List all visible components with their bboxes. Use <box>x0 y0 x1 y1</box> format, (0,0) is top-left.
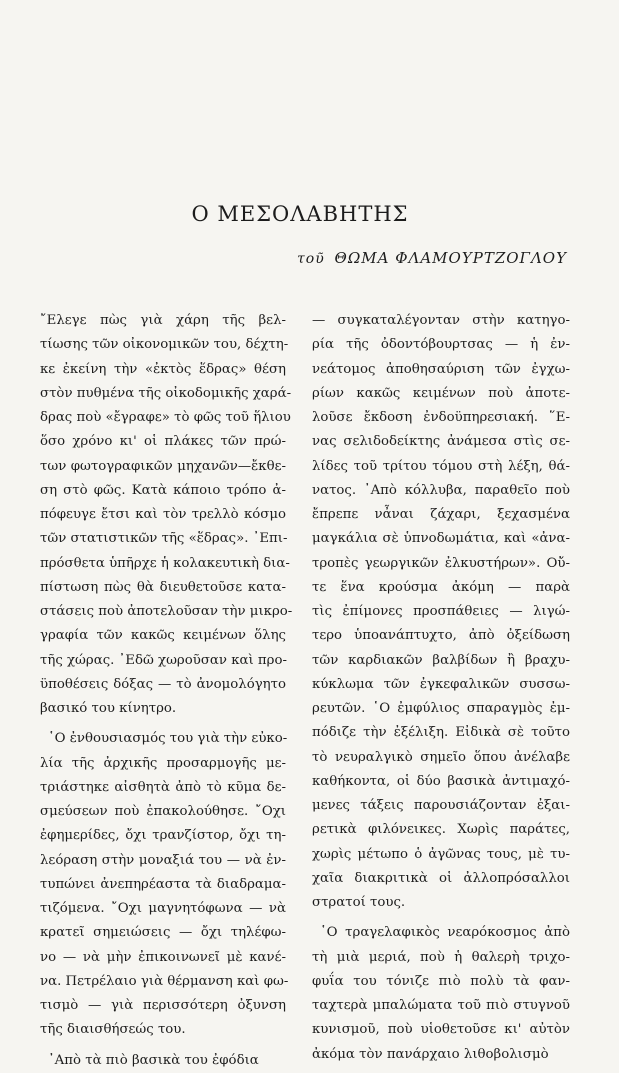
text-line: ρία τῆς ὀδοντόβουρτσας — ἡ ἐν- <box>312 337 570 353</box>
text-line: τῆς χώρας. ᾿Εδῶ χωροῦσαν καὶ προ- <box>40 652 287 668</box>
text-line: κρατεῖ σημειώσεις — ὄχι τηλέφω- <box>40 925 286 941</box>
text-line: χαῖα διακριτικὰ οἱ ἀλλοπρόσαλλοι <box>312 870 570 886</box>
text-line: πόφευγε ἔτσι καὶ τὸν τρελλὸ κόσμο <box>40 507 286 522</box>
text-line: τριάστηκε αἰσθητὰ ἀπὸ τὸ κῦμα δε- <box>40 779 286 795</box>
text-line: τυπώνει ἀνεπηρέαστα τὰ διαδραμα- <box>40 876 286 892</box>
text-line: λοῦσε ἔκδοση ἐνδοϋπηρεσιακή. ῞Ε- <box>312 410 570 425</box>
text-line: στάσεις ποὺ ἀποτελοῦσαν τὴν μικρο- <box>40 604 293 619</box>
text-line: ση στὸ φῶς. Κατὰ κάποιο τρόπο ἀ- <box>40 482 286 498</box>
text-line: δρας ποὺ «ἔγραφε» τὸ φῶς τοῦ ἥλιου <box>40 410 291 425</box>
text-line: τὶς ἐπίμονες προσπάθειες — λιγώ- <box>312 604 570 619</box>
byline-prefix: τοῦ <box>297 251 325 267</box>
text-line: τε ἕνα κρούσμα ἀκόμη — παρὰ <box>312 579 570 595</box>
text-line: νεάτομος ἀποθησαύριση τῶν ἐγχω- <box>312 361 570 377</box>
right-column <box>312 309 570 1067</box>
left-column <box>40 309 293 1073</box>
text-line: καθήκοντα, οἱ δύο βασικὰ ἀντιμαχό- <box>312 773 570 789</box>
text-line: των φωτογραφικῶν μηχανῶν—ἔκθε- <box>40 458 286 474</box>
text-line: ᾿Απὸ τὰ πιὸ βασικὰ του ἐφόδια <box>48 1052 259 1068</box>
text-line: βασικό του κίνητρο. <box>40 701 177 716</box>
text-line: στρατοί τους. <box>312 895 406 910</box>
text-line: ὅσο χρόνο κι' οἱ πλάκες τῶν πρώ- <box>40 434 286 450</box>
text-line: λεόραση στὴν μοναξιά του — νὰ ἐν- <box>40 852 286 868</box>
text-line: πίστωση πὼς θὰ διευθετοῦσε κατα- <box>40 579 286 595</box>
text-line: ϋποθέσεις δόξας — τὸ ἀνομολόγητο <box>40 676 286 692</box>
text-line: τιζόμενα. ῎Οχι μαγνητόφωνα — νὰ <box>40 901 286 916</box>
text-line: ῾Ο ἐνθουσιασμός του γιὰ τὴν εὐκο- <box>48 731 288 747</box>
text-line: λία τῆς ἀρχικῆς προσαρμογῆς με- <box>40 755 286 771</box>
text-line: νο — νὰ μὴν ἐπικοινωνεῖ μὲ κανέ- <box>40 949 286 965</box>
text-line: ρίων κακῶς κειμένων ποὺ ἀποτε- <box>312 385 570 401</box>
text-line: τῶν καρδιακῶν βαλβίδων ἢ βραχυ- <box>312 652 570 668</box>
text-line: φυΐα του τόνιζε πιὸ πολὺ τὰ φαν- <box>312 973 570 989</box>
text-line: τῶν στατιστικῶν τῆς «ἕδρας». ᾿Επι- <box>40 531 288 547</box>
text-line: νατος. ᾿Απὸ κόλλυβα, παραθεῖο ποὺ <box>312 482 570 498</box>
text-line: τερο ὑποανάπτυχτο, ἀπὸ ὀξείδωση <box>312 628 570 644</box>
text-line: τῆς διαισθήσεώς του. <box>40 1022 186 1038</box>
author-name: ΘΩΜΑ ΦΛΑΜΟΥΡΤΖΟΓΛΟΥ <box>334 249 567 267</box>
text-line: μαγκάλια σὲ ὑπνοδωμάτια, καὶ «ἀνα- <box>312 531 570 547</box>
text-line: στὸν πυθμένα τῆς οἰκοδομικῆς χαρά- <box>40 385 292 401</box>
text-line: ἀκόμα τὸν πανάρχαιο λιθοβολισμὸ <box>312 1046 549 1062</box>
text-line: τὸ νευραλγικὸ σημεῖο ὅπου ἀνέλαβε <box>312 749 570 765</box>
text-line: πρόσθετα ὑπῆρχε ἡ κολακευτικὴ δια- <box>40 555 290 571</box>
text-line: κυνισμοῦ, ποὺ υἱοθετοῦσε κι' αὐτὸν <box>312 1022 570 1038</box>
text-line: τὴ μιὰ μεριά, ποὺ ἡ θαλερὴ τριχο- <box>312 949 570 965</box>
text-line: χωρὶς μέτωπο ὁ ἀγῶνας τους, μὲ τυ- <box>312 846 570 862</box>
text-line: λίδες τοῦ τρίτου τόμου στὴ λέξη, θά- <box>312 458 570 474</box>
text-line: ἐφημερίδες, ὄχι τρανζίστορ, ὄχι τη- <box>40 828 286 844</box>
text-line: ταχτερὰ μπαλώματα τοῦ πιὸ στυγνοῦ <box>312 998 570 1013</box>
text-line: γραφία τῶν κακῶς κειμένων ὅλης <box>40 628 286 644</box>
text-line: να. Πετρέλαιο γιὰ θέρμανση καὶ φω- <box>40 973 289 989</box>
text-line: κε ἐκείνη τὴν «ἐκτὸς ἕδρας» θέση <box>40 361 286 377</box>
text-line: ρετικὰ φιλόνεικες. Χωρὶς παράτες, <box>312 822 570 838</box>
text-line: — συγκαταλέγονταν στὴν κατηγο- <box>312 313 570 328</box>
text-line: ῾Ο τραγελαφικὸς νεαρόκοσμος ἀπὸ <box>320 925 570 941</box>
text-line: νας σελιδοδείκτης ἀνάμεσα στὶς σε- <box>312 434 570 450</box>
text-line: μενες τάξεις παρουσιάζονταν ἐξαι- <box>312 798 570 813</box>
article-title: Ο ΜΕΣΟΛΑΒΗΤΗΣ <box>191 202 409 227</box>
text-line: τίωσης τῶν οἰκονομικῶν του, δέχτη- <box>40 337 289 353</box>
text-line: τισμὸ — γιὰ περισσότερη ὀξυνση <box>40 998 286 1013</box>
byline <box>297 249 567 267</box>
text-line: κύκλωμα τῶν ἐγκεφαλικῶν συσσω- <box>312 676 570 692</box>
text-line: ῎Ελεγε πὼς γιὰ χάρη τῆς βελ- <box>40 313 286 328</box>
text-line: ρευτῶν. ῾Ο ἐμφύλιος σπαραγμὸς ἐμ- <box>312 701 570 716</box>
text-line: τροπὲς γεωργικῶν ἐλκυστήρων». Οὔ- <box>312 555 570 571</box>
text-line: σμεύσεων ποὺ ἐπακολούθησε. ῎Οχι <box>40 804 286 819</box>
text-line: πόδιζε τὴν ἐξέλιξη. Εἰδικὰ σὲ τοῦτο <box>312 725 570 741</box>
text-line: ἔπρεπε νἆναι ζάχαρι, ξεχασμένα <box>312 507 570 522</box>
